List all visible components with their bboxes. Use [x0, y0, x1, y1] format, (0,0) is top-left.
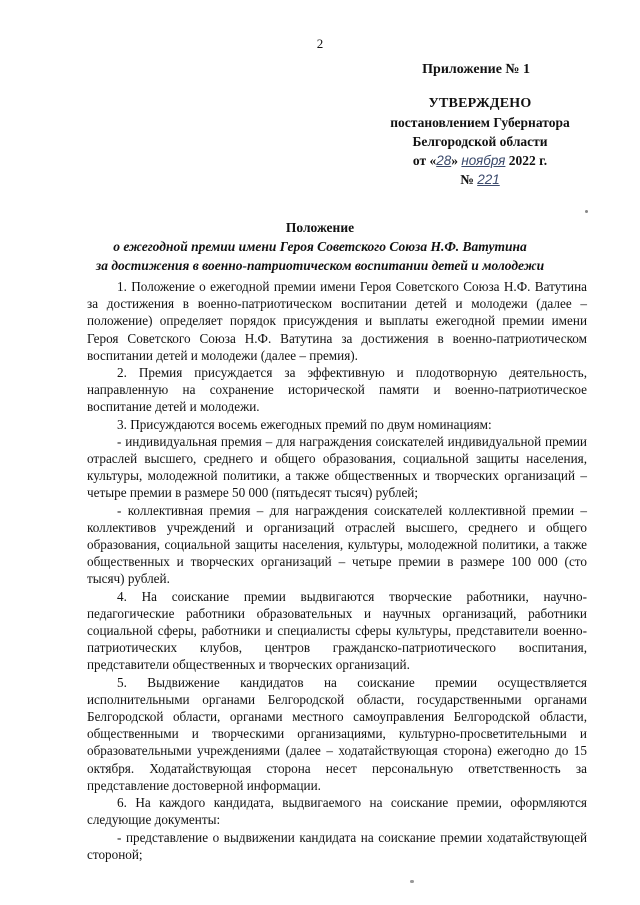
paragraph-3: 3. Присуждаются восемь ежегодных премий по двум номинациям:: [117, 416, 492, 432]
number-value: 221: [477, 172, 500, 187]
approval-heading: УТВЕРЖДЕНО: [428, 96, 532, 111]
paragraph-3-item-2: - коллективная премия – для награждения соискателей коллективной премии – коллективов учреждений и организаций отраслей высшего, среднего и общего образования, социальной защиты населения, культуры, молодежной политики, а также общественных и творческих организаций – четыре премии в размере 100 000 (сто тысяч) рублей.: [87, 502, 587, 587]
paragraph-4: 4. На соискание премии выдвигаются творческие работники, научно-педагогические работники образовательных и научных организаций, работники социальной сферы, работники и специалисты сферы культуры, представители военно-патриотических клубов, центров гражданско-патриотического воспитания, представители общественных и творческих организаций.: [87, 588, 587, 673]
paragraph-3-item-1: - индивидуальная премия – для награждения соискателей индивидуальной премии отраслей высшего, среднего и общего образования, социальной защиты населения, культуры, молодежной политики, а также общественных и творческих организаций – четыре премии в размере 50 000 (пятьдесят тысяч) рублей;: [87, 433, 587, 501]
document-title: [0, 218, 640, 275]
number-prefix: №: [460, 172, 474, 187]
date-month: ноября: [461, 153, 506, 168]
scan-speck: [585, 210, 588, 213]
date-mid: »: [451, 153, 458, 168]
title-line-2: о ежегодной премии имени Героя Советского Союза Н.Ф. Ватутина: [113, 239, 527, 254]
paragraph-6-item-1: - представление о выдвижении кандидата на соискание премии ходатайствующей стороной;: [87, 829, 587, 862]
paragraph-5: 5. Выдвижение кандидатов на соискание премии осуществляется исполнительными органами Белгородской области, государственными органами Белгородской области, органами местного самоуправления Белгородской области, общественными и творческими организациями, культурно-просветительными и образовательными учреждениями (далее – ходатайствующая сторона) ежегодно до 15 октября. Ходатайствующая сторона несет персональную ответственность за представление достоверной информации.: [87, 674, 587, 793]
approval-date: [380, 151, 580, 170]
appendix-label: Приложение № 1: [422, 62, 530, 77]
approval-line-2: Белгородской области: [412, 134, 548, 149]
scan-speck: [410, 880, 414, 883]
paragraph-1: 1. Положение о ежегодной премии имени Героя Советского Союза Н.Ф. Ватутина за достижения в военно-патриотическом воспитании детей и молодежи (далее – положение) определяет порядок присуждения и выплаты ежегодной премии имени Героя Советского Союза Н.Ф. Ватутина за достижения в военно-патриотическом воспитании детей и молодежи (далее – премия).: [87, 279, 587, 363]
document-body: [87, 278, 587, 863]
paragraph-2: 2. Премия присуждается за эффективную и плодотворную деятельность, направленную на сохранение исторической памяти и военно-патриотическое воспитание детей и молодежи.: [87, 365, 587, 415]
approval-number: [380, 170, 580, 189]
page-number: 2: [316, 36, 324, 51]
date-prefix: от «: [412, 153, 437, 168]
title-line-3: за достижения в военно-патриотическом воспитании детей и молодежи: [95, 258, 545, 273]
date-year: 2022 г.: [508, 153, 548, 168]
date-day: 28: [436, 153, 452, 168]
title-line-1: Положение: [285, 220, 355, 235]
paragraph-6: 6. На каждого кандидата, выдвигаемого на соискание премии, оформляются следующие документы:: [87, 795, 587, 828]
approval-line-1: постановлением Губернатора: [390, 115, 570, 130]
approval-block: [380, 94, 580, 189]
